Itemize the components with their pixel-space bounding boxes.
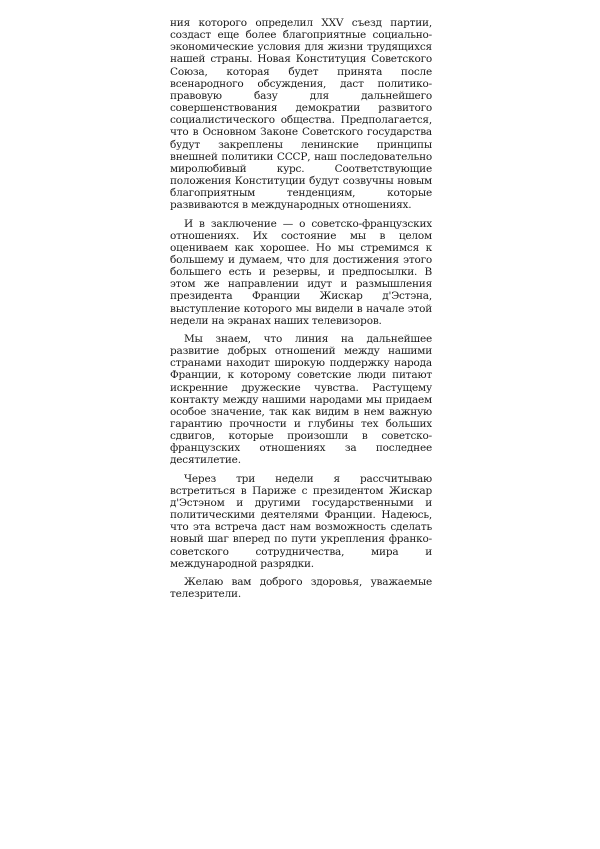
page-text-block — [170, 17, 432, 606]
paragraph-1: ния которого определил XXV съезд партии, создаст еще более благоприятные социально-экономические условия для жизни трудящихся нашей страны. Новая Конституция Советского Союза, которая будет принята после всенародного обсуждения, даст политико-правовую базу для дальнейшего совершенствования демократии развитого социалистического общества. Предполагается, что в Основном Законе Советского государства будут закреплены ленинские принципы внешней политики СССР, наш последовательно миролюбивый курс. Соответствующие положения Конституции будут созвучны новым благоприятным тенденциям, которые развиваются в международных отношениях. — [170, 17, 432, 212]
paragraph-2: И в заключение — о советско-французских отношениях. Их состояние мы в целом оцениваем как хорошее. Но мы стремимся к большему и думаем, что для достижения этого большего есть и резервы, и предпосылки. В этом же направлении идут и размышления президента Франции Жискар д'Эстэна, выступление которого мы видели в начале этой недели на экранах наших телевизоров. — [170, 217, 432, 327]
paragraph-3: Мы знаем, что линия на дальнейшее развитие добрых отношений между нашими странами находит широкую поддержку народа Франции, к которому советские люди питают искренние дружеские чувства. Растущему контакту между нашими народами мы придаем особое значение, так как видим в нем важную гарантию прочности и глубины тех больших сдвигов, которые произошли в советско-французских отношениях за последнее десятилетие. — [170, 332, 432, 467]
paragraph-4: Через три недели я рассчитываю встретиться в Париже с президентом Жискар д'Эстэном и другими государственными и политическими деятелями Франции. Надеюсь, что эта встреча даст нам возможность сделать новый шаг вперед по пути укрепления франко-советского сотрудничества, мира и международной разрядки. — [170, 472, 432, 570]
paragraph-5: Желаю вам доброго здоровья, уважаемые телезрители. — [170, 575, 432, 601]
